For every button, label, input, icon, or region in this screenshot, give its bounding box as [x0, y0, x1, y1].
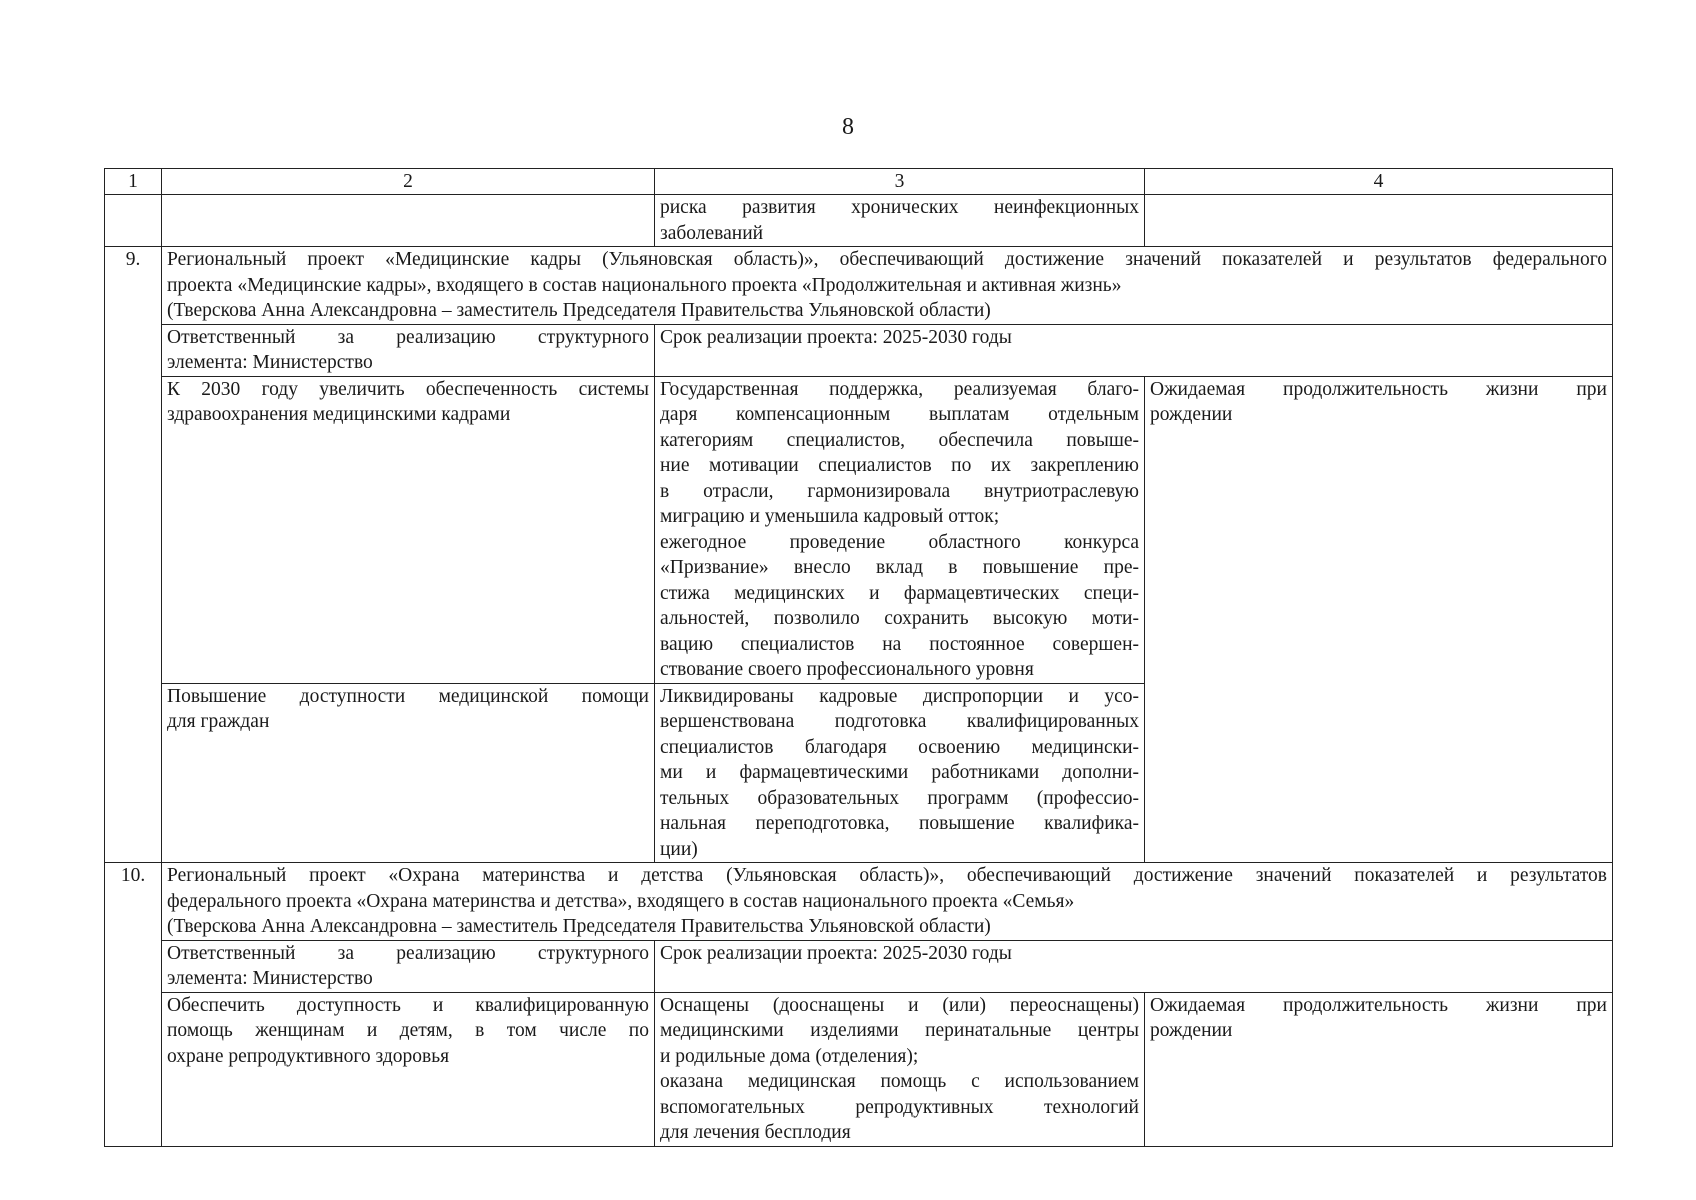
section-9-term: Срок реализации проекта: 2025-2030 годы	[655, 324, 1613, 376]
text-line: Региональный проект «Медицинские кадры (Ульяновская область)», обеспечивающий достижение значений показателей и результатов федерального	[167, 249, 1607, 270]
text-line: элемента: Министерство	[167, 968, 373, 989]
text-line: охране репродуктивного здоровья	[167, 1045, 450, 1067]
header-col-2: 2	[162, 169, 655, 195]
continuation-col4-cell	[1145, 195, 1613, 247]
continuation-col2-cell	[162, 195, 655, 247]
section-9-responsible-row	[105, 324, 1613, 376]
section-10-number: 10.	[105, 863, 162, 1147]
text-line: Ожидаемая продолжительность жизни при	[1150, 994, 1607, 1016]
section-10-title	[162, 863, 1613, 941]
text-line: для граждан	[167, 711, 270, 732]
section-9-indicator	[1145, 376, 1613, 863]
section-10-responsible	[162, 940, 655, 992]
text-line: проекта «Медицинские кадры», входящего в состав национального проекта «Продолжительная и активная жизнь»	[167, 274, 1122, 296]
text-line: вспомогательных репродуктивных технологий	[660, 1096, 1139, 1118]
text-line: К 2030 году увеличить обеспеченность системы	[167, 378, 649, 400]
document-table	[104, 168, 1613, 1147]
header-col-4: 4	[1145, 169, 1613, 195]
text-line: вершенствована подготовка квалифицированных	[660, 711, 1139, 732]
text-line: помощь женщинам и детям, в том числе по	[167, 1020, 649, 1041]
section-9-goal-2	[162, 683, 655, 863]
section-9-responsible	[162, 324, 655, 376]
text-line: тельных образовательных программ (профессио-	[660, 787, 1139, 809]
text-line: рождении	[1150, 404, 1233, 425]
text-line: и родильные дома (отделения);	[660, 1045, 919, 1067]
table-header-row	[105, 169, 1613, 195]
text-line: Региональный проект «Охрана материнства и детства (Ульяновская область)», обеспечивающий достижение значений показателей и результатов	[167, 865, 1607, 886]
text-line: в отрасли, гармонизировала внутриотраслевую	[660, 480, 1139, 502]
text-line: ежегодное проведение областного конкурса	[660, 531, 1139, 553]
text-line: ми и фармацевтическими работниками дополни-	[660, 762, 1139, 783]
text-line: миграцию и уменьшила кадровый отток;	[660, 506, 1000, 527]
section-10-result	[655, 992, 1145, 1146]
section-10-title-row	[105, 863, 1613, 941]
section-10-goal-row	[105, 992, 1613, 1146]
text-line: оказана медицинская помощь с использованием	[660, 1071, 1139, 1092]
text-line: ствование своего профессионального уровня	[660, 659, 1034, 680]
text-line: нальная переподготовка, повышение квалифика-	[660, 813, 1139, 834]
section-9-title-row	[105, 247, 1613, 325]
text-line: категориям специалистов, обеспечила повыше-	[660, 429, 1139, 451]
section-9-result-2	[655, 683, 1145, 863]
text-line: альностей, позволило сохранить высокую моти-	[660, 608, 1139, 629]
text-line: здравоохранения медицинскими кадрами	[167, 404, 511, 425]
text-line: даря компенсационным выплатам отдельным	[660, 404, 1139, 425]
page-number: 8	[842, 114, 854, 140]
section-10-indicator	[1145, 992, 1613, 1146]
continuation-num-cell	[105, 195, 162, 247]
text-line: заболеваний	[660, 222, 764, 244]
section-9-goal-1-row	[105, 376, 1613, 683]
text-line: Ожидаемая продолжительность жизни при	[1150, 378, 1607, 400]
text-line: Обеспечить доступность и квалифицированную	[167, 994, 649, 1016]
section-10-term: Срок реализации проекта: 2025-2030 годы	[655, 940, 1613, 992]
text-line: для лечения бесплодия	[660, 1122, 851, 1143]
text-line: «Призвание» внесло вклад в повышение пре-	[660, 557, 1139, 578]
continuation-row	[105, 195, 1613, 247]
section-9-title	[162, 247, 1613, 325]
text-line: рождении	[1150, 1020, 1233, 1041]
section-10-responsible-row	[105, 940, 1613, 992]
text-line: Оснащены (дооснащены и (или) переоснащены)	[660, 994, 1139, 1016]
section-10-goal	[162, 992, 655, 1146]
continuation-result-cell	[655, 195, 1145, 247]
text-line: медицинскими изделиями перинатальные центры	[660, 1020, 1139, 1041]
text-line: Государственная поддержка, реализуемая благо-	[660, 378, 1139, 400]
section-9-goal-1	[162, 376, 655, 683]
section-9-number: 9.	[105, 247, 162, 863]
text-line: (Тверскова Анна Александровна – заместитель Председателя Правительства Ульяновской области)	[167, 300, 991, 321]
text-line: федерального проекта «Охрана материнства и детства», входящего в состав национального проекта «Семья»	[167, 890, 1075, 912]
text-line: элемента: Министерство	[167, 352, 373, 373]
text-line: ние мотивации специалистов по их закреплению	[660, 455, 1139, 476]
text-line: Повышение доступности медицинской помощи	[167, 685, 649, 707]
text-line: риска развития хронических неинфекционных	[660, 197, 1139, 218]
header-col-1: 1	[105, 169, 162, 195]
header-col-3: 3	[655, 169, 1145, 195]
text-line: (Тверскова Анна Александровна – заместитель Председателя Правительства Ульяновской области)	[167, 916, 991, 937]
section-9-result-1	[655, 376, 1145, 683]
text-line: Ответственный за реализацию структурного	[167, 942, 649, 964]
text-line: Ликвидированы кадровые диспропорции и усо-	[660, 685, 1139, 707]
text-line: стижа медицинских и фармацевтических специ-	[660, 582, 1139, 604]
text-line: Ответственный за реализацию структурного	[167, 326, 649, 348]
text-line: специалистов благодаря освоению медицински-	[660, 736, 1139, 758]
text-line: вацию специалистов на постоянное совершен-	[660, 633, 1139, 655]
text-line: ции)	[660, 838, 698, 860]
